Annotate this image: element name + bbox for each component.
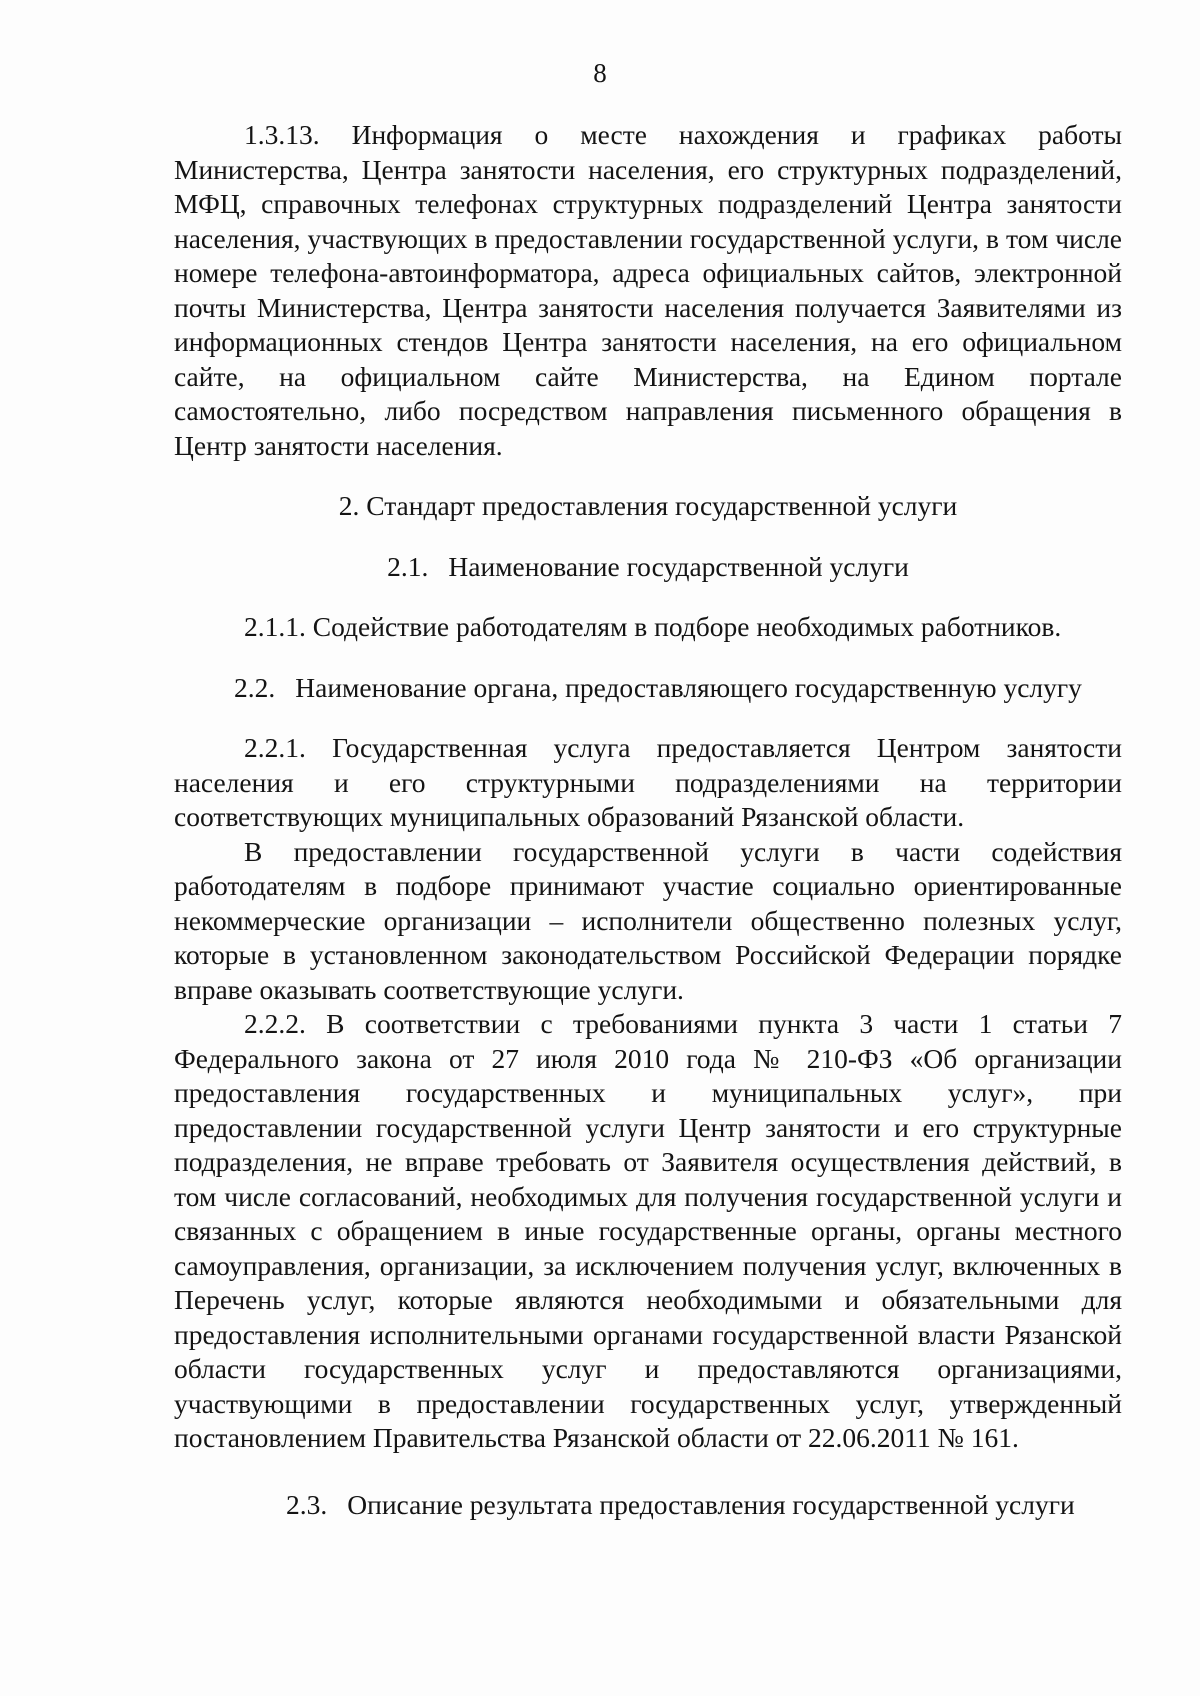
subsection-heading-2-1: [174, 550, 1122, 585]
heading-text: Наименование государственной услуги: [448, 550, 909, 582]
heading-number: 2.1.: [387, 550, 429, 582]
paragraph-2-2-1: 2.2.1. Государственная услуга предоставляется Центром занятости населения и его структурными подразделениями на территории соответствующих муниципальных образований Рязанской области.: [174, 732, 1122, 832]
document-body: [174, 118, 1122, 1522]
paragraph-1-3-13: 1.3.13. Информация о месте нахождения и графиках работы Министерства, Центра занятости населения, его структурных подразделений, МФЦ, справочных телефонах структурных подразделений Центра занятости населения, участвующих в предоставлении государственной услуги, в том числе номере телефона-автоинформатора, адреса официальных сайтов, электронной почты Министерства, Центра занятости населения получается Заявителями из информационных стендов Центра занятости населения, на его официальном сайте, на официальном сайте Министерства, на Едином портале самостоятельно, либо посредством направления письменного обращения в Центр занятости населения.: [174, 119, 1122, 461]
heading-text: Наименование органа, предоставляющего государственную услугу: [295, 671, 1082, 703]
heading-number: 2.2.: [234, 671, 276, 703]
paragraph-2-2-1-continued: В предоставлении государственной услуги в части содействия работодателям в подборе принимают участие социально ориентированные некоммерческие организации – исполнители общественно полезных услуг, которые в установленном законодательством Российской Федерации порядке вправе оказывать соответствующие услуги.: [174, 835, 1122, 1005]
page-number: 8: [593, 58, 607, 88]
subsection-heading-2-2: [174, 671, 1122, 706]
heading-text: Описание результата предоставления государственной услуги: [347, 1488, 1075, 1520]
paragraph-2-2-2: 2.2.2. В соответствии с требованиями пункта 3 части 1 статьи 7 Федерального закона от 27 июля 2010 года № 210-ФЗ «Об организации предоставления государственных и муниципальных услуг», при предоставлении государственной услуги Центр занятости и его структурные подразделения, не вправе требовать от Заявителя осуществления действий, в том числе согласований, необходимых для получения государственной услуги и связанных с обращением в иные государственные органы, органы местного самоуправления, организации, за исключением получения услуг, включенных в Перечень услуг, которые являются необходимыми и обязательными для предоставления исполнительными органами государственной власти Рязанской области государственных услуг и предоставляются организациями, участвующими в предоставлении государственных услуг, утвержденный постановлением Правительства Рязанской области от 22.06.2011 № 161.: [174, 1008, 1122, 1453]
section-heading-2: 2. Стандарт предоставления государственной услуги: [338, 490, 958, 521]
heading-number: 2.3.: [286, 1488, 328, 1520]
subsection-heading-2-3: [174, 1488, 1122, 1523]
paragraph-2-1-1: 2.1.1. Содействие работодателям в подборе необходимых работников.: [244, 611, 1062, 642]
